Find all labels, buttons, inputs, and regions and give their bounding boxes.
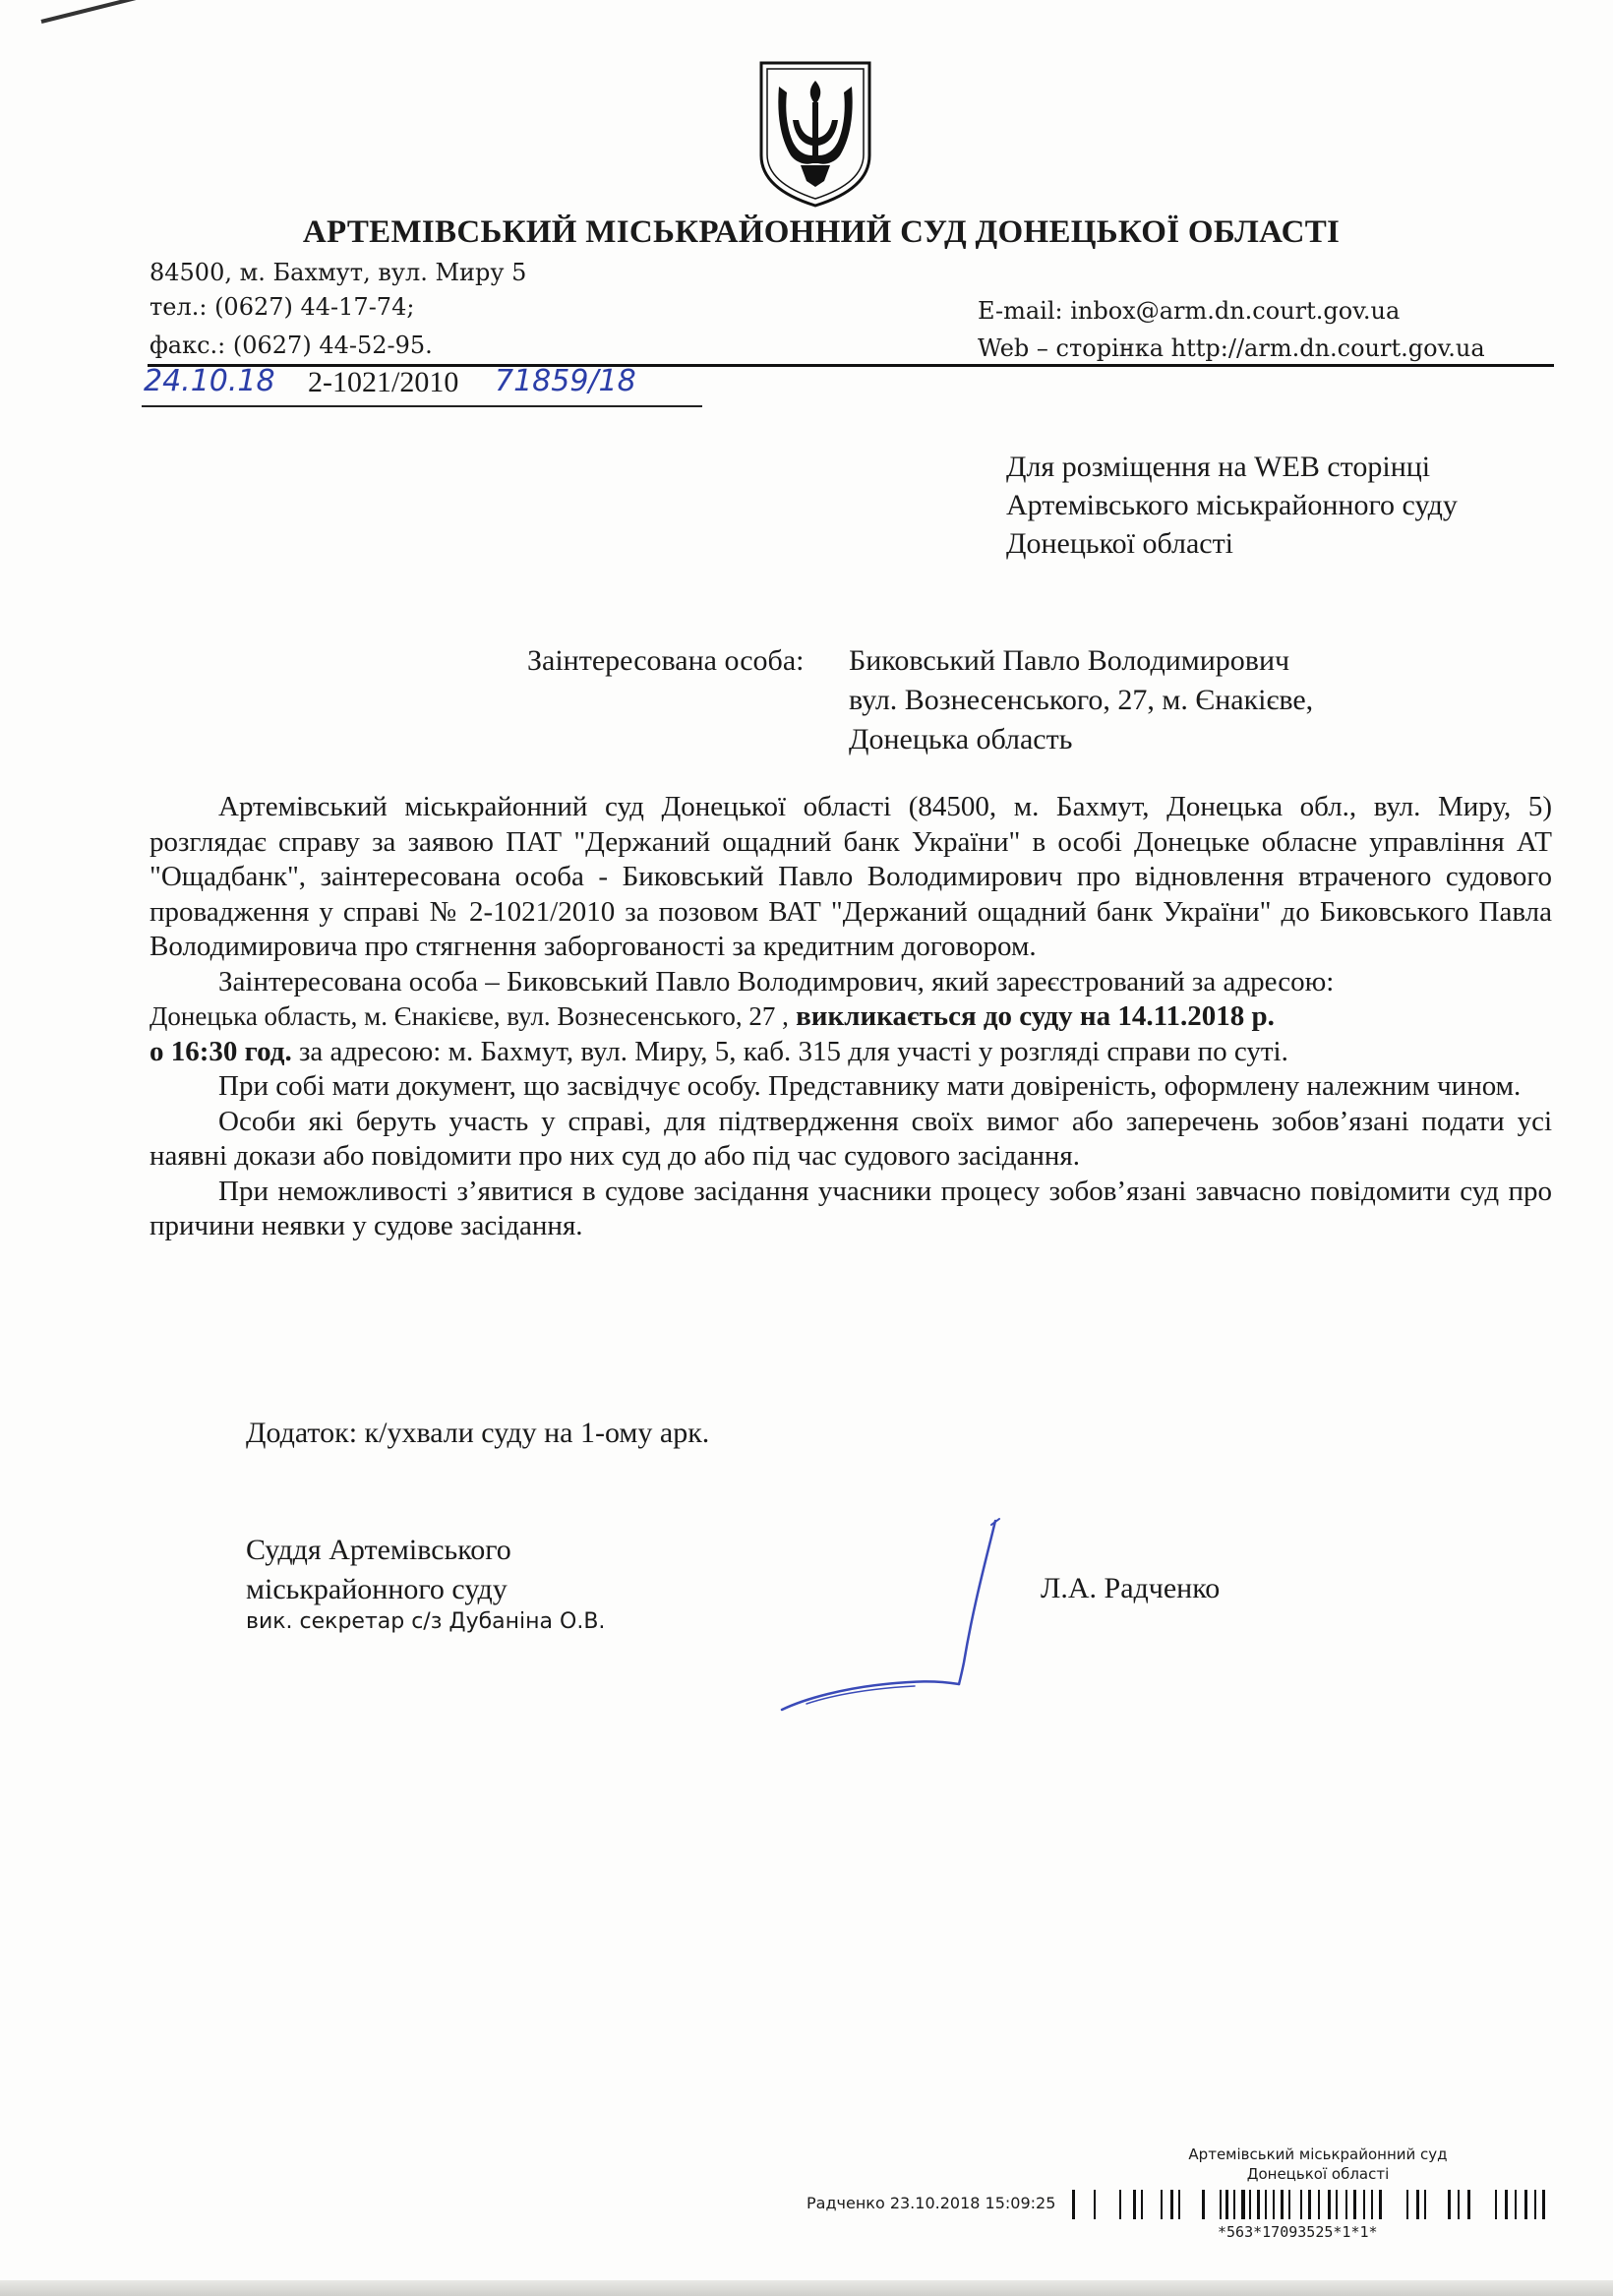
coat-of-arms-emblem [757,59,873,209]
summons-date-bold: викликається до суду на 14.11.2018 р. [796,1000,1275,1032]
body-paragraph: Особи які беруть участь у справі, для підтвердження своїх вимог або заперечень зобов’язані подати усі наявні докази або повідомити про них суд до або під час судового засідання. [149,1105,1552,1172]
document-barcode [1072,2190,1554,2219]
court-phone: тел.: (0627) 44-17-74; [149,293,415,321]
interested-party-label: Заінтересована особа: [527,644,805,677]
judge-name: Л.А. Радченко [1041,1572,1221,1604]
appendix-note: Додаток: к/ухвали суду на 1-ому арк. [246,1417,710,1449]
judge-title-line: міськрайонного суду [246,1573,508,1605]
handwritten-registration-date: 24.10.18 [144,364,275,398]
scan-bottom-edge [0,2280,1613,2296]
web-placement-note [1006,448,1458,563]
court-name-heading: АРТЕМІВСЬКИЙ МІСЬКРАЙОННИЙ СУД ДОНЕЦЬКОЇ ОБЛАСТІ [302,214,1341,250]
court-email: E-mail: inbox@arm.dn.court.gov.ua [978,297,1401,325]
stamp-court-line: Артемівський міськрайонний суд [1188,2145,1448,2163]
scan-artifact [41,0,138,24]
interested-party-address-line1: вул. Вознесенського, 27, м. Єнакієве, [849,684,1314,716]
court-website: Web – сторінка http://arm.dn.court.gov.ua [978,334,1485,362]
interested-party-name: Биковський Павло Володимирович [849,644,1290,677]
handwritten-signature [777,1515,1013,1722]
interested-party-address-line2: Донецька область [849,723,1073,755]
body-text-run: за адресою: м. Бахмут, вул. Миру, 5, каб. 315 для участі у розгляді справи по суті. [298,1035,1288,1067]
stamp-court-line: Донецької області [1246,2165,1390,2183]
body-address-run: Донецька область, м. Єнакієве, вул. Вознесенського, 27 , [149,1001,789,1031]
body-paragraph [149,965,1552,1000]
body-paragraph: При собі мати документ, що засвідчує особу. Представнику мати довіреність, оформлену належним чином. [218,1070,1522,1102]
placement-line: Для розміщення на WEB сторінці [1006,451,1431,483]
body-paragraph: Артемівський міськрайонний суд Донецької області (84500, м. Бахмут, Донецька обл., вул. Миру, 5) розглядає справу за заявою ПАТ "Держаний ощадний банк України" в особі Донецьке обласне управління АТ "Ощадбанк", заінтересована особа - Биковський Павло Володимирович про відновлення втраченого судового провадження у справі № 2-1021/2010 за позовом ВАТ "Держаний ощадний банк України" до Биковського Павла Володимировича про стягнення заборгованості за кредитним договором. [149,791,1552,962]
body-paragraph: При неможливості з’явитися в судове засідання учасники процесу зобов’язані завчасно повідомити суд про причини неявки у судове засідання. [149,1175,1552,1241]
registry-stamp-meta: Радченко 23.10.2018 15:09:25 [806,2194,1056,2212]
judge-title-line: Суддя Артемівського [246,1534,511,1566]
placement-line: Артемівського міськрайонного суду [1006,489,1458,521]
judge-title [246,1531,511,1609]
body-paragraph [149,999,1552,1069]
body-text-run: Заінтересована особа – Биковський Павло Володимрович, який зареєстрований за адресою: [218,965,1335,997]
handwritten-outgoing-number: 71859/18 [495,364,636,398]
registry-stamp-court [1170,2145,1465,2184]
case-number: 2-1021/2010 [308,366,459,398]
court-fax: факс.: (0627) 44-52-95. [149,332,433,359]
placement-line: Донецької області [1006,527,1234,560]
barcode-caption: *563*17093525*1*1* [1218,2223,1378,2241]
summons-time-bold: о 16:30 год. [149,1035,292,1067]
court-address: 84500, м. Бахмут, вул. Миру 5 [149,259,527,286]
summons-body [149,790,1552,1244]
executing-secretary: вик. секретар с/з Дубаніна О.В. [246,1609,606,1634]
